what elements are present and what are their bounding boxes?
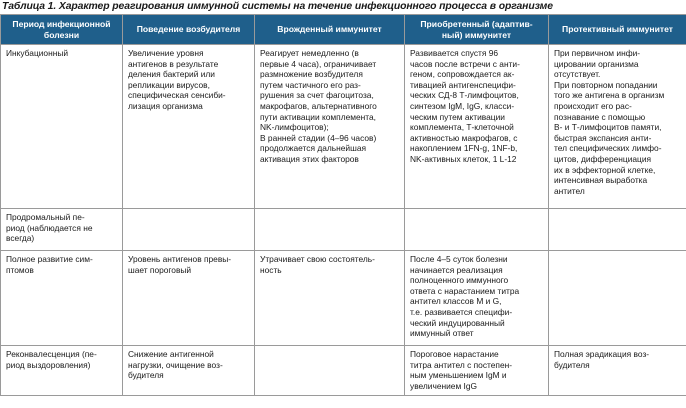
cell-period: Реконвалесценция (пе- риод выздоровления)	[1, 346, 123, 396]
cell-protective	[549, 251, 686, 346]
header-period: Период инфекционной болезни	[1, 15, 123, 45]
header-pathogen: Поведение возбудителя	[123, 15, 255, 45]
table-header-row	[1, 15, 686, 45]
immune-response-table	[0, 14, 686, 396]
cell-pathogen	[123, 209, 255, 251]
table-row	[1, 45, 686, 209]
cell-innate: Утрачивает свою состоятель- ность	[255, 251, 405, 346]
cell-adaptive: Пороговое нарастание титра антител с постепен- ным уменьшением IgM и увеличением IgG	[405, 346, 549, 396]
table-row	[1, 209, 686, 251]
cell-innate	[255, 346, 405, 396]
table-row	[1, 346, 686, 396]
table-row	[1, 251, 686, 346]
cell-protective: Полная эрадикация воз- будителя	[549, 346, 686, 396]
cell-pathogen: Снижение антигенной нагрузки, очищение воз- будителя	[123, 346, 255, 396]
table-caption: Таблица 1. Характер реагирования иммунной системы на течение инфекционного процесса в организме	[2, 1, 553, 12]
header-innate: Врожденный иммунитет	[255, 15, 405, 45]
cell-period: Полное развитие сим- птомов	[1, 251, 123, 346]
cell-protective	[549, 209, 686, 251]
cell-innate: Реагирует немедленно (в первые 4 часа), ограничивает размножение возбудителя путем частичного его раз- рушения за счет фагоцитоза, макрофагов, альтернативного пути активации комплемента, NK-лимфоцитов); В ранней стадии (4–96 часов) продолжается дальнейшая активация этих факторов	[255, 45, 405, 209]
cell-adaptive	[405, 209, 549, 251]
header-adaptive: Приобретенный (адаптив- ный) иммунитет	[405, 15, 549, 45]
cell-period: Инкубационный	[1, 45, 123, 209]
cell-pathogen: Увеличение уровня антигенов в результате деления бактерий или репликации вирусов, специфическая сенсиби- лизация организма	[123, 45, 255, 209]
cell-adaptive: Развивается спустя 96 часов после встречи с анти- геном, сопровождается ак- тивацией антигенспецифи- ческих СД-8 Т-лимфоцитов, синтезом IgM, IgG, класси- ческим путем активации комплемента, Т-клеточной активностью макрофагов, с накоплением 1FN-g, 1NF-b, NK-активных клеток, 1 L-12	[405, 45, 549, 209]
cell-adaptive: После 4–5 суток болезни начинается реализация полноценного иммунного ответа с нарастанием титра антител классов М и G, т.е. развивается специфи- ческий индуцированный иммунный ответ	[405, 251, 549, 346]
cell-pathogen: Уровень антигенов превы- шает пороговый	[123, 251, 255, 346]
header-protective: Протективный иммунитет	[549, 15, 686, 45]
cell-protective: При первичном инфи- цировании организма отсутствует. При повторном попадании того же антигена в организм происходит его рас- познавание с помощью В- и Т-лимфоцитов памяти, быстрая экспансия анти- тел специфических лимфо- цитов, дифференциация их в эффекторной клетке, интенсивная выработка антител	[549, 45, 686, 209]
cell-innate	[255, 209, 405, 251]
cell-period: Продромальный пе- риод (наблюдается не всегда)	[1, 209, 123, 251]
